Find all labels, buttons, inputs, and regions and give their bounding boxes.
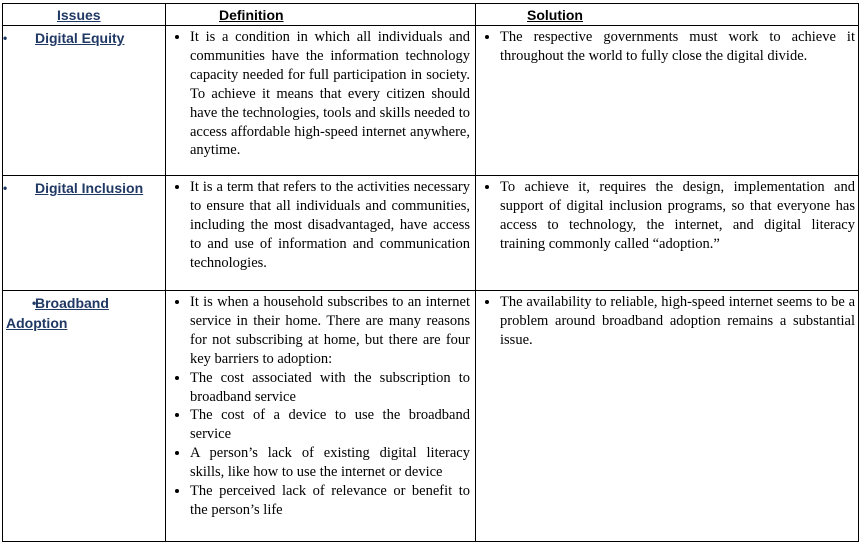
issue-item (3, 291, 165, 333)
solution-header: Solution (527, 6, 583, 23)
solution-cell (476, 291, 859, 542)
solution-list (476, 293, 858, 350)
issue-label: Digital Inclusion (35, 180, 144, 196)
bullet-icon: • (3, 181, 8, 195)
bullet-icon: • (3, 31, 8, 45)
table-row-digital-equity (3, 26, 859, 176)
issues-header: Issues (57, 6, 101, 23)
issue-cell (3, 176, 166, 291)
issue-item (3, 176, 165, 198)
solution-item: • The availability to reliable, high-speed internet seems to be a problem around broadband adoption remains a substantial issue. (500, 293, 858, 350)
table-row-broadband-adoption (3, 291, 859, 542)
solution-item: • The respective governments must work to achieve it throughout the world to fully close the digital divide. (500, 28, 858, 66)
solution-cell (476, 176, 859, 291)
solution-list (476, 178, 858, 254)
bullet-icon: • (32, 296, 37, 310)
definition-list (166, 28, 475, 160)
definition-cell (166, 291, 476, 542)
definition-list (166, 178, 475, 273)
issue-item (3, 26, 165, 48)
definition-item: • It is a term that refers to the activities necessary to ensure that all individuals and communities, including the most disadvantaged, have access to and use of information and communication technologies. (190, 178, 475, 273)
issues-table (2, 3, 859, 542)
definition-item: • It is when a household subscribes to an internet service in their home. There are many reasons for not subscribing at home, but there are four key barriers to adoption: (190, 293, 475, 369)
issues-header-cell (3, 4, 166, 26)
definition-item: • A person’s lack of existing digital literacy skills, like how to use the internet or device (190, 444, 475, 482)
definition-header-cell (166, 4, 476, 26)
issue-label: Digital Equity (35, 30, 125, 46)
definition-item: • The cost of a device to use the broadband service (190, 406, 475, 444)
solution-list (476, 28, 858, 66)
table-row-digital-inclusion (3, 176, 859, 291)
definition-item: • It is a condition in which all individuals and communities have the information technology capacity needed for full participation in society. To achieve it means that every citizen should have the technologies, tools and skills needed to access affordable high-speed internet anywhere, anytime. (190, 28, 475, 160)
solution-cell (476, 26, 859, 176)
definition-item: • The cost associated with the subscription to broadband service (190, 369, 475, 407)
solution-header-cell (476, 4, 859, 26)
definition-cell (166, 176, 476, 291)
definition-header: Definition (219, 6, 284, 23)
definition-list (166, 293, 475, 520)
solution-item: • To achieve it, requires the design, implementation and support of digital inclusion programs, so that everyone has access to technology, the internet, and digital literacy training commonly called “adoption.” (500, 178, 858, 254)
header-row (3, 4, 859, 26)
issue-cell (3, 291, 166, 542)
issue-label: Broadband Adoption (6, 295, 109, 331)
issue-cell (3, 26, 166, 176)
definition-item: • The perceived lack of relevance or benefit to the person’s life (190, 482, 475, 520)
definition-cell (166, 26, 476, 176)
